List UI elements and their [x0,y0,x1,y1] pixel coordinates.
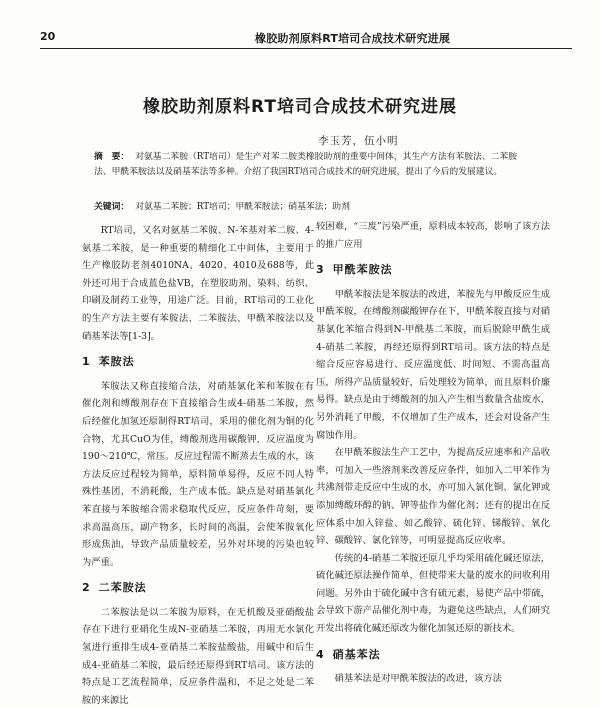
intro-paragraph: RT培司，又名对氨基二苯胺、N-苯基对苯二胺、4-氨基二苯胺，是一种重要的精细化工中间体，主要用于生产橡胶防老剂4010NA、4020、4010及688等，此外还可用于合成蓝色盐VB，在塑胶助剂、染料、纺织、印刷及制药工业等，用途广泛。目前，RT培司的工业化的生产方法主要有苯胺法、二苯胺法、甲酰苯胺法以及硝基苯法等[1-3]。 [82,225,314,342]
section-heading-4 [316,646,550,664]
section-number: 3 [316,263,325,277]
section-3-paragraph-1: 甲酰苯胺法是苯胺法的改进，苯胺先与甲酸反应生成甲酰苯胺，在缚酸剂碳酸钾存在下，甲酰苯胺直接与对硝基氯化苯缩合得到N-甲酰基二苯胺，而后脱除甲酰生成4-硝基二苯胺，再经还原得到RT培司。该方法的特点是缩合反应容易进行、反应温度低、时间短、不需高温高压，所得产品质量较好，后处理较为简单，而且原料价廉易得。缺点是由于缚酸剂的加入产生相当数量含盐废水，另外消耗了甲酸，不仅增加了生产成本，还会对设备产生腐蚀作用。 [316,288,550,441]
section-2-paragraph: 二苯胺法是以二苯胺为原料，在无机酸及亚硝酸盐存在下进行亚硝化生成N-亚硝基二苯胺，再用无水氯化氢进行重排生成4-亚硝基二苯胺盐酸盐，用碱中和后生成4-亚硝基二苯胺，最后经还原得到RT培司。该方法的特点是工艺流程简单，反应条件温和，不足之处是二苯胺的来源比 [82,606,314,706]
abstract-label: 摘 要： [94,152,130,162]
continued-paragraph: 较困难，“三废”污染严重，原料成本较高，影响了该方法的推广应用 [316,221,550,250]
section-number: 1 [82,355,91,369]
keywords [94,199,564,212]
right-column [316,218,550,688]
abstract [94,150,524,180]
article-title: 橡胶助剂原料RT培司合成技术研究进展 [143,97,457,117]
section-heading-2 [82,579,314,597]
section-number: 2 [82,581,91,595]
section-3-paragraph-2: 在甲酰苯胺法生产工艺中，为提高反应速率和产品收率，可加入一些溶剂来改善反应条件，如加入二甲苯作为共沸剂带走反应中生成的水，亦可加入氯化铜、氯化钾或添加缚酸环醇的钠、钾等盐作为催化剂；还有的提出在反应体系中加入锌盐、如乙酸锌、硫化锌、锑酸锌、氧化锌、碳酸锌、氯化锌等，可明显提高反应收率。 [316,447,550,547]
section-heading-1 [82,353,314,371]
running-title: 橡胶助剂原料RT培司合成技术研究进展 [255,32,451,45]
left-column [82,222,314,709]
section-title: 二苯胺法 [98,581,147,595]
running-header [40,28,572,49]
authors: 李玉芳，伍小明 [318,135,399,147]
section-title: 苯胺法 [98,355,135,369]
section-title: 甲酰苯胺法 [332,263,393,277]
section-3-paragraph-3: 传统的4-硝基二苯胺还原几乎均采用硫化碱还原法，硫化碱还原法操作简单，但使带来大量的废水的问收利用问题。另外由于硫化碱中含有硫元素，易使产品中带硫，会导致下游产品催化剂中毒，为避免这些缺点，人们研究开发出将硫化碱还原改为催化加氢还原的新技术。 [316,552,550,635]
keywords-label: 关键词： [94,202,130,212]
keywords-text: 对氨基二苯胺；RT培司；甲酰苯胺法；硝基苯法；助剂 [135,202,350,212]
section-1-paragraph: 苯胺法又称直接缩合法，对硝基氯化苯和苯胺在有催化剂和缚酸剂存在下直接缩合生成4-硝基二苯胺，然后经催化加氢还原制得RT培司，采用的催化剂为铜的化合物，尤其CuO为佳，缚酸剂选用碳酸钾，反应温度为190～210℃，常压。反应过程需不断蒸去生成的水，该方法反应过程较为简单，原料简单易得，反应不同人特殊性基团，不消耗酸，生产成本低。缺点是对硝基氯化苯直接与苯胺缩合需求稳取代反应，反应条件苛刻，要求高温高压，副产物多，长时间的高温，会使苯胺氧化形成焦油，导致产品质量较差，另外对环境的污染也较为严重。 [82,380,314,568]
page-number: 20 [40,30,56,43]
section-number: 4 [316,647,325,661]
abstract-text: 对氨基二苯胺（RT培司）是生产对苯二胺类橡胶助剂的重要中间体，其生产方法有苯胺法、二苯胺法、甲酰苯胺法以及硝基苯法等多种。介绍了我国RT培司合成技术的研究进展，提出了今后的发展建议。 [94,152,518,177]
section-4-paragraph-1: 硝基苯法是对甲酰苯胺法的改进，该方法 [334,673,502,685]
section-title: 硝基苯法 [332,647,381,661]
section-heading-3 [316,261,550,279]
